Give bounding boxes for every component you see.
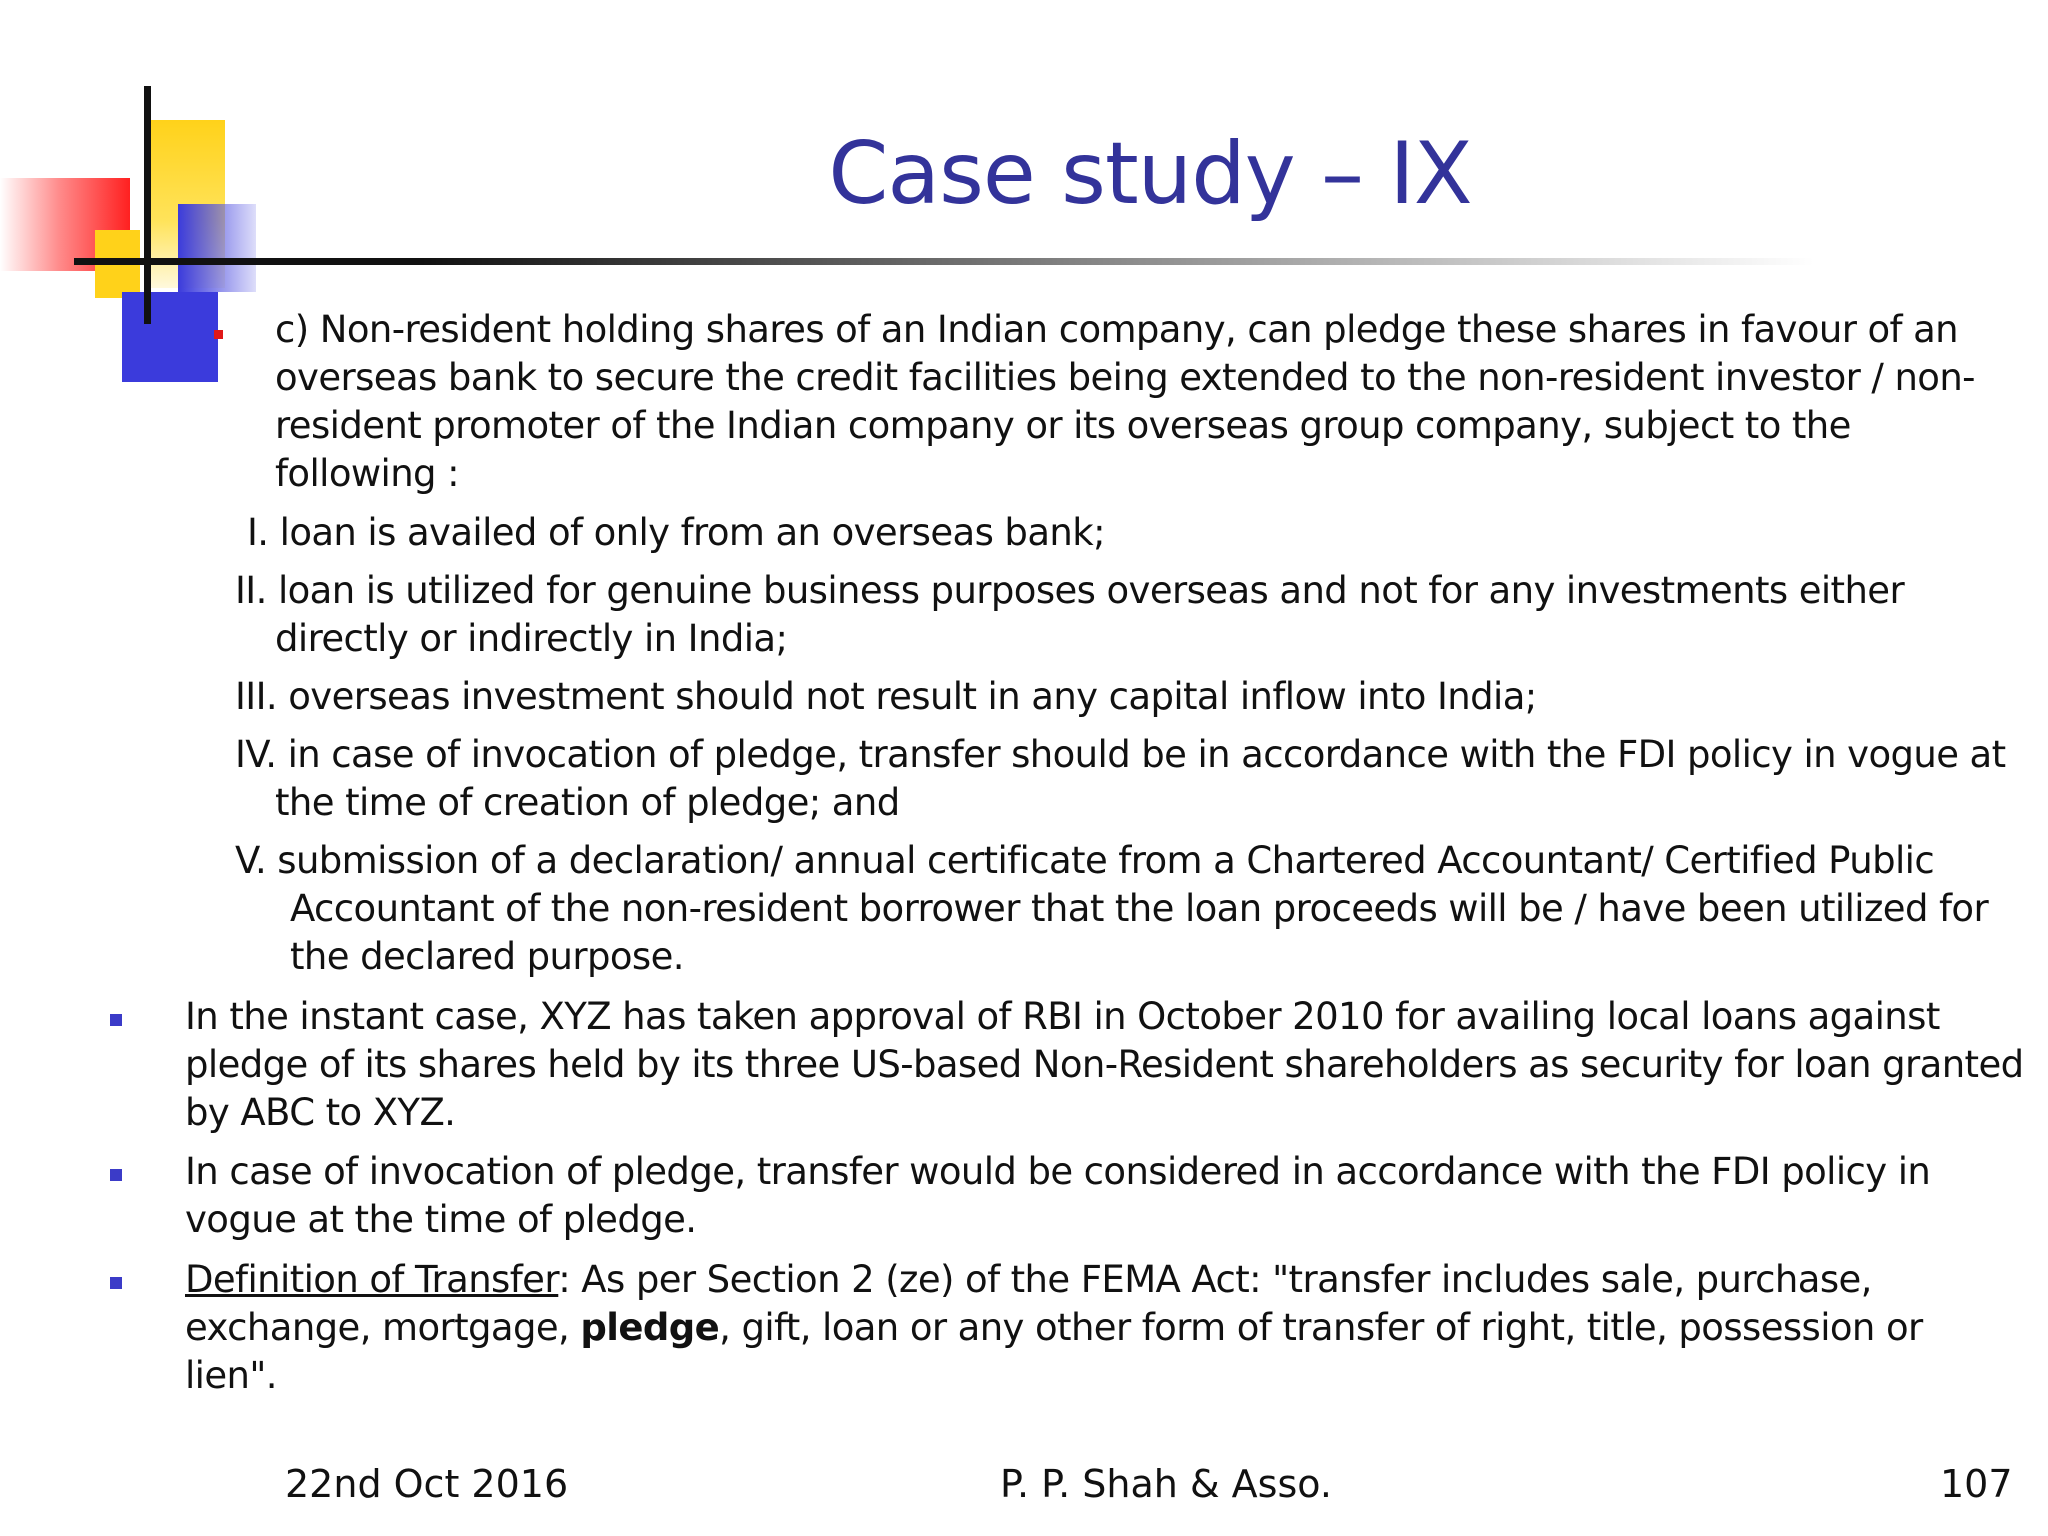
slide-title: Case study – IX: [828, 124, 1472, 224]
square-bullet-icon: [110, 1014, 122, 1026]
definition-line-2: [185, 1304, 1923, 1352]
red-bullet-icon: [214, 330, 223, 339]
square-bullet-icon: [110, 1169, 122, 1181]
bullet-line: In the instant case, XYZ has taken approval of RBI in October 2010 for availing local loans against: [185, 995, 1940, 1038]
condition-line: Accountant of the non-resident borrower that the loan proceeds will be / have been utilized for: [290, 887, 1989, 930]
intro-line: c) Non-resident holding shares of an Indian company, can pledge these shares in favour of an: [275, 308, 1959, 351]
square-bullet-icon: [110, 1277, 122, 1289]
definition-term: Definition of Transfer: [185, 1258, 559, 1301]
footer-page-number: 107: [1940, 1462, 2013, 1506]
footer-date: 22nd Oct 2016: [285, 1462, 569, 1506]
definition-text: , gift, loan or any other form of transfer of right, title, possession or: [719, 1306, 1923, 1349]
definition-line-3: lien".: [185, 1354, 277, 1397]
bullet-definition: [185, 1256, 1923, 1400]
decor-blue-fade-block: [178, 204, 256, 292]
condition-v: [235, 837, 1988, 981]
definition-line-1: [185, 1256, 1923, 1304]
condition-i: [247, 509, 1105, 557]
condition-line: V. submission of a declaration/ annual certificate from a Chartered Accountant/ Certified Public: [235, 839, 1935, 882]
condition-line: I. loan is availed of only from an overseas bank;: [247, 511, 1105, 554]
condition-iii: [235, 673, 1537, 721]
definition-bold-word: pledge: [580, 1306, 720, 1349]
decor-vertical-line: [144, 86, 151, 324]
condition-ii: [235, 567, 1904, 663]
definition-text: : As per Section 2 (ze) of the FEMA Act: "transfer includes sale, purchase,: [558, 1258, 1872, 1301]
definition-text: exchange, mortgage,: [185, 1306, 581, 1349]
bullet-instant-case: [185, 993, 2024, 1137]
condition-line: the declared purpose.: [290, 935, 684, 978]
intro-paragraph: [275, 306, 1975, 498]
bullet-line: pledge of its shares held by its three US-based Non-Resident shareholders as security for loan granted: [185, 1043, 2024, 1086]
condition-line: the time of creation of pledge; and: [275, 781, 900, 824]
condition-line: III. overseas investment should not result in any capital inflow into India;: [235, 675, 1537, 718]
condition-line: directly or indirectly in India;: [275, 617, 788, 660]
decor-blue-block: [122, 292, 218, 382]
title-divider-line: [74, 258, 1814, 265]
bullet-line: In case of invocation of pledge, transfer would be considered in accordance with the FDI policy in: [185, 1150, 1931, 1193]
condition-line: IV. in case of invocation of pledge, transfer should be in accordance with the FDI policy in vogue at: [235, 733, 2006, 776]
intro-line: following :: [275, 452, 459, 495]
bullet-line: by ABC to XYZ.: [185, 1091, 456, 1134]
intro-line: overseas bank to secure the credit facilities being extended to the non-resident investor / non-: [275, 356, 1975, 399]
footer-firm: P. P. Shah & Asso.: [1000, 1462, 1332, 1506]
condition-iv: [235, 731, 2006, 827]
bullet-invocation: [185, 1148, 1930, 1244]
condition-line: II. loan is utilized for genuine business purposes overseas and not for any investments either: [235, 569, 1905, 612]
intro-line: resident promoter of the Indian company or its overseas group company, subject to the: [275, 404, 1851, 447]
bullet-line: vogue at the time of pledge.: [185, 1198, 697, 1241]
